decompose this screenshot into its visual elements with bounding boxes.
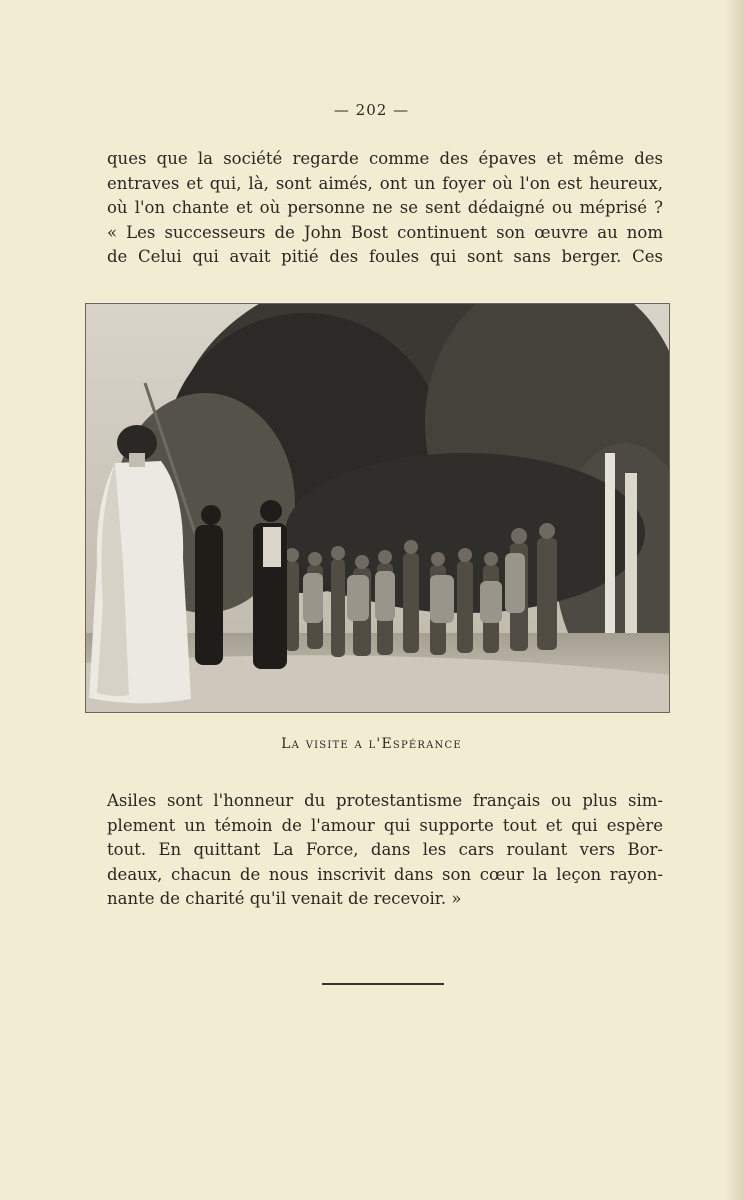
text-line: « Les successeurs de John Bost continuent son œuvre au nom (107, 222, 663, 242)
caption-text: La visite a l'Espérance (281, 736, 462, 752)
text-line: ques que la société regarde comme des épaves et même des (107, 149, 663, 168)
page-number: — 202 — (333, 101, 410, 119)
text-line: de Celui qui avait pitié des foules qui sont sans berger. Ces (107, 247, 663, 266)
text-line: deaux, chacun de nous inscrivit dans son cœur la leçon rayon- (107, 864, 663, 884)
photograph-group-visit (85, 303, 670, 713)
text-line: où l'on chante et où personne ne se sent dédaigné ou méprisé ? (107, 198, 663, 217)
paragraph-bottom (107, 789, 663, 912)
paragraph-top (107, 147, 663, 270)
text-line: plement un témoin de l'amour qui supporte tout et qui espère (107, 815, 663, 835)
photograph-illustration (85, 303, 670, 713)
text-line: entraves et qui, là, sont aimés, ont un foyer où l'on est heureux, (107, 173, 663, 193)
end-rule-divider (322, 983, 444, 985)
page-edge-shadow (725, 0, 743, 1200)
photo-caption (0, 736, 743, 752)
text-line: Asiles sont l'honneur du protestantisme français ou plus sim- (107, 791, 663, 810)
text-line: tout. En quittant La Force, dans les cars roulant vers Bor- (107, 840, 663, 859)
text-line: nante de charité qu'il venait de recevoir. » (107, 889, 462, 908)
